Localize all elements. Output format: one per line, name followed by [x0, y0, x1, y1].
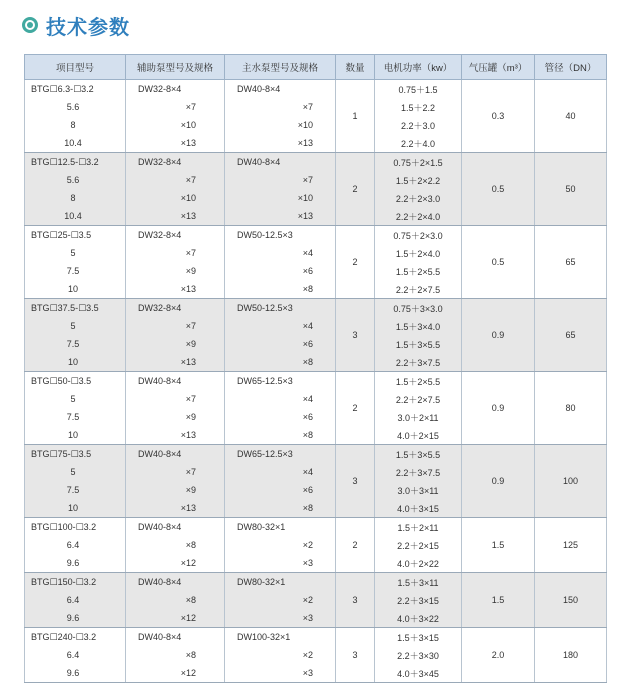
- cell-main-pump: ×6: [225, 481, 336, 499]
- cell-main-pump: ×6: [225, 335, 336, 353]
- table-header-row: [25, 55, 607, 80]
- cell-main-pump: DW40-8×4: [225, 153, 336, 172]
- cell-aux-pump: ×7: [126, 317, 225, 335]
- cell-quantity: 2: [336, 153, 375, 226]
- cell-quantity: 3: [336, 628, 375, 683]
- row-group: [25, 226, 607, 299]
- cell-motor-power: 2.2＋2×7.5: [375, 390, 462, 408]
- cell-aux-pump: ×9: [126, 408, 225, 426]
- cell-main-pump: ×6: [225, 408, 336, 426]
- cell-model: 6.4: [25, 536, 126, 554]
- cell-pipe-dn: 125: [535, 518, 607, 573]
- cell-motor-power: 2.2＋3.0: [375, 116, 462, 134]
- row-group: [25, 445, 607, 518]
- cell-model: 9.6: [25, 554, 126, 573]
- cell-motor-power: 4.0＋2×15: [375, 426, 462, 445]
- col-header-aux-pump: 辅助泵型号及规格: [126, 55, 225, 80]
- cell-model: BTG☐25-☐3.5: [25, 226, 126, 245]
- cell-model: 7.5: [25, 262, 126, 280]
- cell-aux-pump: DW32-8×4: [126, 299, 225, 318]
- cell-aux-pump: ×12: [126, 609, 225, 628]
- cell-model: 9.6: [25, 664, 126, 683]
- cell-motor-power: 2.2＋2×15: [375, 536, 462, 554]
- cell-tank: 0.3: [462, 80, 535, 153]
- cell-main-pump: ×2: [225, 536, 336, 554]
- cell-model: BTG☐240-☐3.2: [25, 628, 126, 647]
- cell-model: BTG☐12.5-☐3.2: [25, 153, 126, 172]
- cell-aux-pump: ×8: [126, 536, 225, 554]
- cell-aux-pump: ×7: [126, 390, 225, 408]
- cell-model: 10.4: [25, 134, 126, 153]
- col-header-motor-power: 电机功率（kw）: [375, 55, 462, 80]
- cell-motor-power: 4.0＋3×45: [375, 664, 462, 683]
- cell-model: 10: [25, 280, 126, 299]
- cell-tank: 1.5: [462, 573, 535, 628]
- cell-motor-power: 2.2＋3×15: [375, 591, 462, 609]
- cell-pipe-dn: 180: [535, 628, 607, 683]
- cell-motor-power: 4.0＋3×22: [375, 609, 462, 628]
- cell-model: 5: [25, 463, 126, 481]
- cell-pipe-dn: 50: [535, 153, 607, 226]
- cell-aux-pump: ×7: [126, 171, 225, 189]
- cell-aux-pump: ×7: [126, 244, 225, 262]
- cell-tank: 0.9: [462, 299, 535, 372]
- cell-main-pump: ×2: [225, 591, 336, 609]
- cell-main-pump: ×8: [225, 280, 336, 299]
- cell-aux-pump: DW40-8×4: [126, 573, 225, 592]
- cell-pipe-dn: 65: [535, 226, 607, 299]
- cell-main-pump: ×4: [225, 463, 336, 481]
- cell-main-pump: ×4: [225, 244, 336, 262]
- cell-quantity: 3: [336, 445, 375, 518]
- cell-aux-pump: ×7: [126, 463, 225, 481]
- cell-quantity: 1: [336, 80, 375, 153]
- cell-pipe-dn: 65: [535, 299, 607, 372]
- cell-model: 6.4: [25, 591, 126, 609]
- cell-aux-pump: ×13: [126, 353, 225, 372]
- row-group: [25, 299, 607, 372]
- cell-aux-pump: DW40-8×4: [126, 372, 225, 391]
- cell-motor-power: 2.2＋3×30: [375, 646, 462, 664]
- cell-tank: 0.5: [462, 226, 535, 299]
- cell-quantity: 3: [336, 299, 375, 372]
- table-row: [25, 573, 607, 592]
- cell-tank: 1.5: [462, 518, 535, 573]
- cell-main-pump: ×4: [225, 317, 336, 335]
- cell-model: 9.6: [25, 609, 126, 628]
- cell-model: BTG☐100-☐3.2: [25, 518, 126, 537]
- cell-pipe-dn: 100: [535, 445, 607, 518]
- cell-main-pump: DW80-32×1: [225, 518, 336, 537]
- cell-main-pump: DW65-12.5×3: [225, 445, 336, 464]
- cell-motor-power: 1.5＋3×15: [375, 628, 462, 647]
- cell-aux-pump: ×13: [126, 426, 225, 445]
- cell-aux-pump: ×10: [126, 116, 225, 134]
- col-header-tank: 气压罐（m³）: [462, 55, 535, 80]
- col-header-model: 项目型号: [25, 55, 126, 80]
- cell-model: 5: [25, 390, 126, 408]
- cell-main-pump: ×8: [225, 426, 336, 445]
- cell-aux-pump: ×12: [126, 664, 225, 683]
- table-row: [25, 445, 607, 464]
- cell-tank: 0.9: [462, 372, 535, 445]
- cell-main-pump: ×3: [225, 554, 336, 573]
- cell-aux-pump: ×8: [126, 646, 225, 664]
- cell-motor-power: 2.2＋3×7.5: [375, 463, 462, 481]
- cell-tank: 0.9: [462, 445, 535, 518]
- cell-motor-power: 2.2＋4.0: [375, 134, 462, 153]
- cell-main-pump: ×3: [225, 609, 336, 628]
- cell-aux-pump: ×9: [126, 262, 225, 280]
- cell-model: 10: [25, 426, 126, 445]
- table-row: [25, 372, 607, 391]
- cell-motor-power: 1.5＋2×11: [375, 518, 462, 537]
- cell-main-pump: DW80-32×1: [225, 573, 336, 592]
- cell-model: BTG☐75-☐3.5: [25, 445, 126, 464]
- cell-aux-pump: DW40-8×4: [126, 445, 225, 464]
- cell-aux-pump: ×9: [126, 335, 225, 353]
- cell-motor-power: 1.5＋3×11: [375, 573, 462, 592]
- cell-motor-power: 4.0＋3×15: [375, 499, 462, 518]
- cell-aux-pump: DW32-8×4: [126, 153, 225, 172]
- row-group: [25, 372, 607, 445]
- cell-model: 5: [25, 244, 126, 262]
- cell-aux-pump: ×9: [126, 481, 225, 499]
- cell-motor-power: 2.2＋2×7.5: [375, 280, 462, 299]
- row-group: [25, 153, 607, 226]
- cell-model: BTG☐37.5-☐3.5: [25, 299, 126, 318]
- cell-main-pump: DW65-12.5×3: [225, 372, 336, 391]
- col-header-main-pump: 主水泵型号及规格: [225, 55, 336, 80]
- cell-motor-power: 2.2＋3×7.5: [375, 353, 462, 372]
- cell-aux-pump: ×12: [126, 554, 225, 573]
- cell-model: 8: [25, 116, 126, 134]
- cell-motor-power: 4.0＋2×22: [375, 554, 462, 573]
- cell-main-pump: ×4: [225, 390, 336, 408]
- table-row: [25, 628, 607, 647]
- cell-model: 8: [25, 189, 126, 207]
- cell-model: BTG☐150-☐3.2: [25, 573, 126, 592]
- cell-main-pump: ×10: [225, 116, 336, 134]
- cell-motor-power: 3.0＋3×11: [375, 481, 462, 499]
- tech-params-table: [24, 54, 607, 683]
- cell-model: 10: [25, 499, 126, 518]
- table-row: [25, 299, 607, 318]
- cell-motor-power: 2.2＋2×4.0: [375, 207, 462, 226]
- row-group: [25, 518, 607, 573]
- cell-motor-power: 0.75＋1.5: [375, 80, 462, 99]
- cell-main-pump: ×6: [225, 262, 336, 280]
- cell-main-pump: ×7: [225, 171, 336, 189]
- cell-aux-pump: DW40-8×4: [126, 628, 225, 647]
- cell-motor-power: 1.5＋3×5.5: [375, 445, 462, 464]
- cell-quantity: 2: [336, 226, 375, 299]
- cell-motor-power: 1.5＋2×5.5: [375, 262, 462, 280]
- row-group: [25, 628, 607, 683]
- cell-quantity: 2: [336, 518, 375, 573]
- cell-model: 7.5: [25, 408, 126, 426]
- cell-quantity: 2: [336, 372, 375, 445]
- cell-model: 6.4: [25, 646, 126, 664]
- cell-main-pump: ×7: [225, 98, 336, 116]
- cell-aux-pump: ×10: [126, 189, 225, 207]
- cell-main-pump: DW50-12.5×3: [225, 226, 336, 245]
- cell-tank: 2.0: [462, 628, 535, 683]
- section-heading: [22, 10, 130, 40]
- cell-main-pump: ×13: [225, 134, 336, 153]
- target-ring-icon: [22, 17, 38, 33]
- cell-quantity: 3: [336, 573, 375, 628]
- table-row: [25, 226, 607, 245]
- cell-aux-pump: ×8: [126, 591, 225, 609]
- cell-motor-power: 1.5＋2×2.2: [375, 171, 462, 189]
- cell-model: 5: [25, 317, 126, 335]
- row-group: [25, 80, 607, 153]
- cell-main-pump: ×3: [225, 664, 336, 683]
- cell-aux-pump: DW40-8×4: [126, 518, 225, 537]
- cell-motor-power: 2.2＋2×3.0: [375, 189, 462, 207]
- cell-tank: 0.5: [462, 153, 535, 226]
- cell-motor-power: 0.75＋3×3.0: [375, 299, 462, 318]
- cell-model: 10: [25, 353, 126, 372]
- cell-aux-pump: ×13: [126, 207, 225, 226]
- cell-pipe-dn: 40: [535, 80, 607, 153]
- cell-main-pump: ×10: [225, 189, 336, 207]
- cell-aux-pump: DW32-8×4: [126, 80, 225, 99]
- cell-aux-pump: DW32-8×4: [126, 226, 225, 245]
- row-group: [25, 573, 607, 628]
- cell-motor-power: 1.5＋2×4.0: [375, 244, 462, 262]
- cell-motor-power: 1.5＋2.2: [375, 98, 462, 116]
- cell-main-pump: DW50-12.5×3: [225, 299, 336, 318]
- table-row: [25, 518, 607, 537]
- cell-model: 7.5: [25, 481, 126, 499]
- cell-aux-pump: ×7: [126, 98, 225, 116]
- cell-main-pump: ×8: [225, 499, 336, 518]
- table-row: [25, 153, 607, 172]
- table-row: [25, 80, 607, 99]
- cell-aux-pump: ×13: [126, 280, 225, 299]
- cell-pipe-dn: 80: [535, 372, 607, 445]
- cell-model: 7.5: [25, 335, 126, 353]
- cell-motor-power: 1.5＋3×5.5: [375, 335, 462, 353]
- cell-model: 5.6: [25, 171, 126, 189]
- cell-motor-power: 0.75＋2×1.5: [375, 153, 462, 172]
- cell-motor-power: 1.5＋2×5.5: [375, 372, 462, 391]
- cell-main-pump: ×8: [225, 353, 336, 372]
- cell-main-pump: ×13: [225, 207, 336, 226]
- cell-motor-power: 0.75＋2×3.0: [375, 226, 462, 245]
- cell-aux-pump: ×13: [126, 134, 225, 153]
- cell-main-pump: ×2: [225, 646, 336, 664]
- cell-model: BTG☐6.3-☐3.2: [25, 80, 126, 99]
- cell-model: 5.6: [25, 98, 126, 116]
- cell-aux-pump: ×13: [126, 499, 225, 518]
- col-header-pipe-dn: 管径（DN）: [535, 55, 607, 80]
- col-header-quantity: 数量: [336, 55, 375, 80]
- section-title: 技术参数: [46, 16, 130, 39]
- cell-pipe-dn: 150: [535, 573, 607, 628]
- cell-main-pump: DW100-32×1: [225, 628, 336, 647]
- cell-model: 10.4: [25, 207, 126, 226]
- cell-model: BTG☐50-☐3.5: [25, 372, 126, 391]
- cell-motor-power: 3.0＋2×11: [375, 408, 462, 426]
- cell-main-pump: DW40-8×4: [225, 80, 336, 99]
- cell-motor-power: 1.5＋3×4.0: [375, 317, 462, 335]
